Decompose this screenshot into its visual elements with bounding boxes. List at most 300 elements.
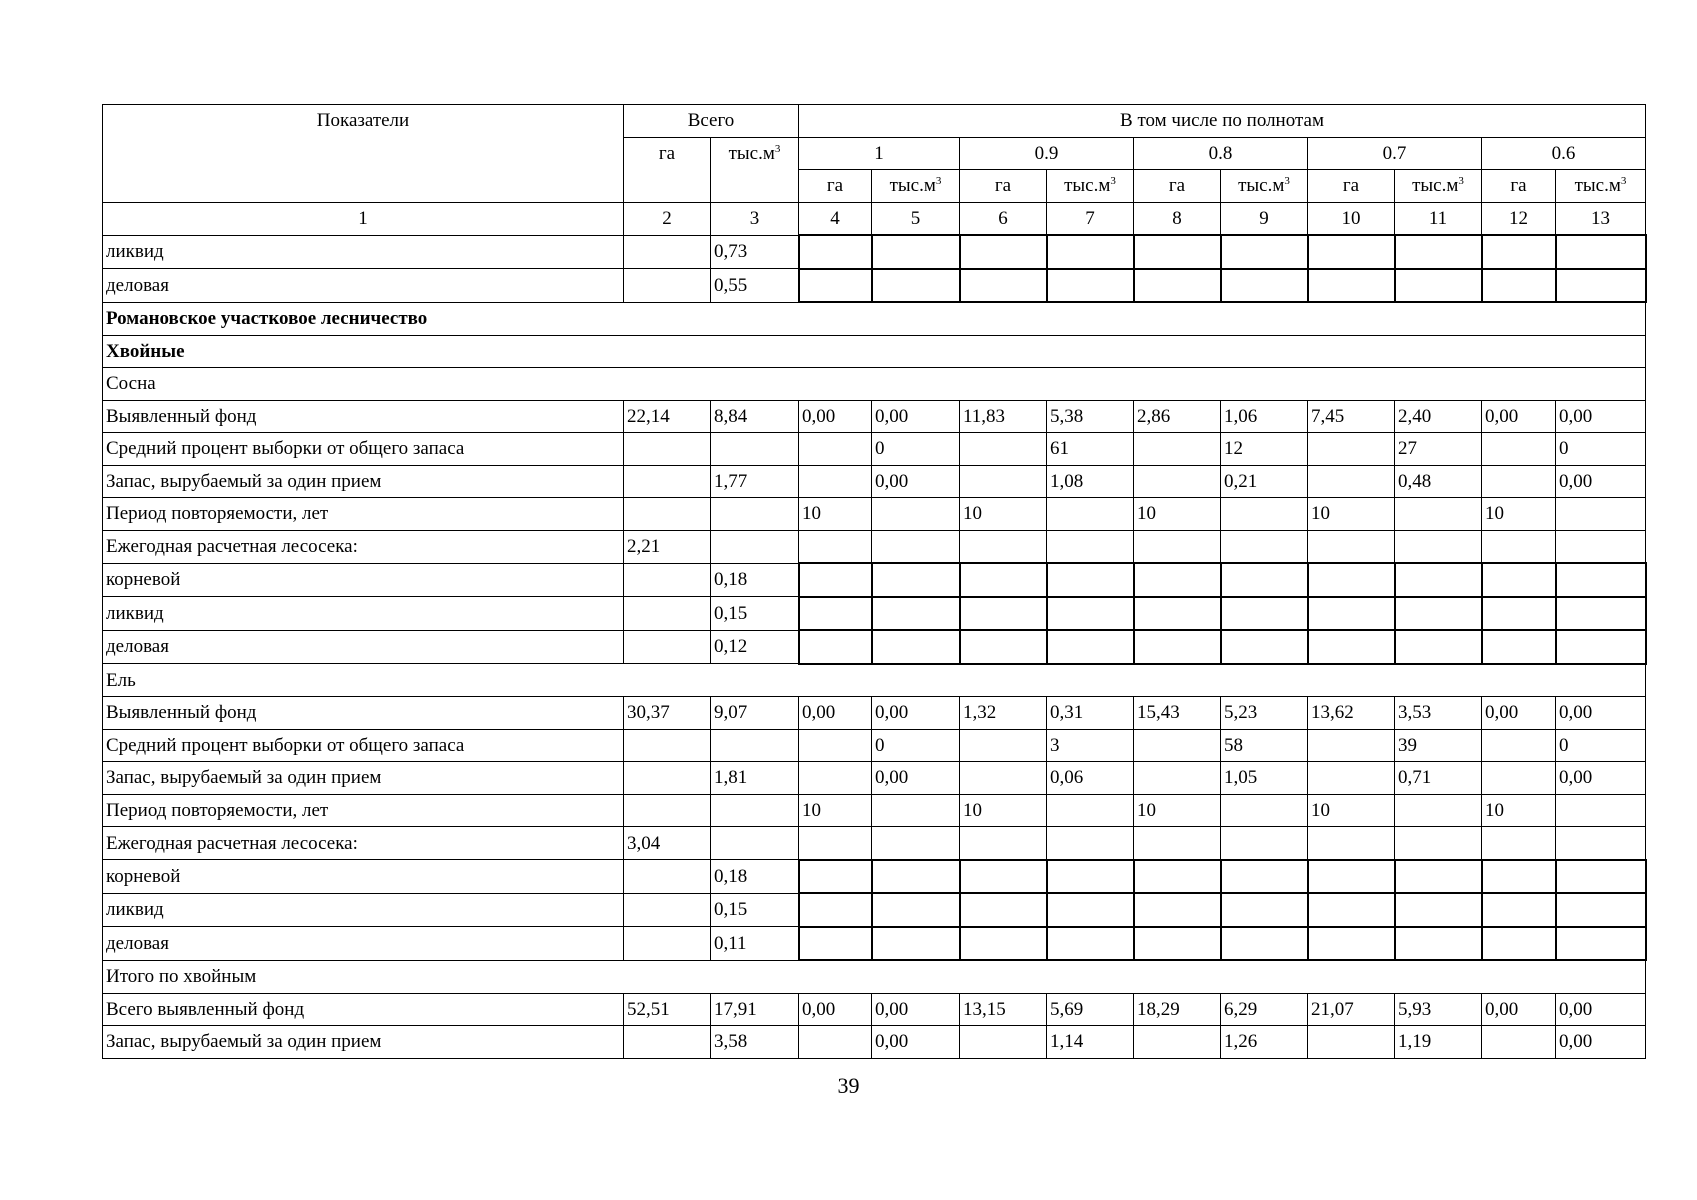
table-cell: 0,12	[711, 630, 799, 664]
table-row	[103, 827, 1646, 860]
header-density-0-6: 0.6	[1482, 137, 1646, 170]
table-cell: 2,86	[1134, 400, 1221, 433]
row-label: ликвид	[103, 597, 624, 631]
section-row	[103, 368, 1646, 401]
header-indicators: Показатели	[103, 105, 624, 203]
table-cell: 5,93	[1395, 993, 1482, 1026]
table-cell: 10	[799, 794, 872, 827]
table-cell: 0,00	[1556, 993, 1646, 1026]
table-cell	[624, 893, 711, 927]
table-cell	[1482, 927, 1556, 961]
table-cell: 3,58	[711, 1026, 799, 1059]
table-cell	[1047, 597, 1134, 631]
table-row	[103, 762, 1646, 795]
table-cell	[1395, 860, 1482, 894]
row-label: Запас, вырубаемый за один прием	[103, 465, 624, 498]
table-cell	[872, 597, 960, 631]
page-number: 39	[837, 1073, 860, 1098]
table-row	[103, 597, 1646, 631]
table-cell	[1556, 563, 1646, 597]
section-row	[103, 960, 1646, 993]
column-number: 2	[624, 202, 711, 235]
table-cell: 1,08	[1047, 465, 1134, 498]
table-cell: 10	[799, 498, 872, 531]
table-cell	[624, 927, 711, 961]
table-cell: 5,23	[1221, 697, 1308, 730]
table-cell: 5,38	[1047, 400, 1134, 433]
table-cell: 17,91	[711, 993, 799, 1026]
table-cell	[1221, 893, 1308, 927]
table-cell: 1,05	[1221, 762, 1308, 795]
table-cell	[1134, 927, 1221, 961]
table-cell: 61	[1047, 433, 1134, 466]
row-label: Средний процент выборки от общего запаса	[103, 433, 624, 466]
table-cell: 18,29	[1134, 993, 1221, 1026]
table-row	[103, 498, 1646, 531]
table-cell: 0	[872, 433, 960, 466]
table-cell	[1395, 893, 1482, 927]
table-cell	[1308, 927, 1395, 961]
table-cell	[1395, 794, 1482, 827]
table-cell	[1134, 762, 1221, 795]
table-cell	[1556, 498, 1646, 531]
row-label: Средний процент выборки от общего запаса	[103, 729, 624, 762]
table-cell	[1134, 893, 1221, 927]
table-cell	[872, 893, 960, 927]
table-cell: 10	[1308, 794, 1395, 827]
section-title: Хвойные	[103, 335, 1646, 368]
table-cell: 0,00	[1556, 762, 1646, 795]
table-cell	[711, 530, 799, 563]
table-cell	[1556, 827, 1646, 860]
table-cell	[1134, 563, 1221, 597]
table-cell	[1482, 630, 1556, 664]
table-cell	[799, 563, 872, 597]
table-cell	[960, 465, 1047, 498]
table-cell: 0,00	[1556, 400, 1646, 433]
table-cell: 10	[1308, 498, 1395, 531]
table-cell: 0,00	[872, 1026, 960, 1059]
table-cell	[799, 530, 872, 563]
table-cell	[960, 530, 1047, 563]
table-cell: 52,51	[624, 993, 711, 1026]
table-cell: 0,71	[1395, 762, 1482, 795]
table-row	[103, 235, 1646, 269]
table-cell: 3,53	[1395, 697, 1482, 730]
table-cell	[1482, 1026, 1556, 1059]
table-cell	[624, 433, 711, 466]
table-cell	[799, 465, 872, 498]
row-label: деловая	[103, 927, 624, 961]
column-number: 3	[711, 202, 799, 235]
table-cell	[711, 433, 799, 466]
table-cell	[1482, 530, 1556, 563]
table-cell: 12	[1221, 433, 1308, 466]
section-row	[103, 302, 1646, 335]
header-unit-m3: $тыс.м^3$	[872, 170, 960, 203]
table-cell: 58	[1221, 729, 1308, 762]
table-cell	[1221, 794, 1308, 827]
table-cell: 1,14	[1047, 1026, 1134, 1059]
header-row-1	[103, 105, 1646, 138]
table-cell	[1134, 1026, 1221, 1059]
table-cell: 5,69	[1047, 993, 1134, 1026]
table-cell	[1482, 235, 1556, 269]
column-number-row	[103, 202, 1646, 235]
header-total: Всего	[624, 105, 799, 138]
table-cell	[1134, 827, 1221, 860]
table-cell	[624, 235, 711, 269]
table-row	[103, 860, 1646, 894]
table-cell	[1047, 927, 1134, 961]
column-number: 1	[103, 202, 624, 235]
table-cell	[1134, 729, 1221, 762]
column-number: 5	[872, 202, 960, 235]
table-cell	[1047, 893, 1134, 927]
table-cell	[960, 563, 1047, 597]
row-label: Всего выявленный фонд	[103, 993, 624, 1026]
header-by-density: В том числе по полнотам	[799, 105, 1646, 138]
table-cell	[1047, 563, 1134, 597]
table-body	[103, 105, 1646, 1059]
table-row	[103, 530, 1646, 563]
table-cell: 0,18	[711, 860, 799, 894]
header-unit-m3: $тыс.м^3$	[1047, 170, 1134, 203]
table-cell	[1556, 927, 1646, 961]
header-density-0-8: 0.8	[1134, 137, 1308, 170]
table-cell: 10	[960, 794, 1047, 827]
table-cell: 0,00	[872, 993, 960, 1026]
table-cell	[1308, 860, 1395, 894]
table-cell	[1556, 860, 1646, 894]
table-row	[103, 630, 1646, 664]
table-cell	[872, 827, 960, 860]
table-cell	[960, 597, 1047, 631]
table-cell	[960, 630, 1047, 664]
table-cell: 10	[1134, 498, 1221, 531]
table-cell: 0,48	[1395, 465, 1482, 498]
table-cell	[960, 860, 1047, 894]
row-label: Ежегодная расчетная лесосека:	[103, 530, 624, 563]
table-cell	[1308, 465, 1395, 498]
table-cell	[1308, 235, 1395, 269]
table-cell: 0,18	[711, 563, 799, 597]
table-cell	[711, 498, 799, 531]
table-cell	[872, 860, 960, 894]
table-cell: 11,83	[960, 400, 1047, 433]
table-cell	[1221, 235, 1308, 269]
table-cell	[1221, 927, 1308, 961]
header-density-1: 1	[799, 137, 960, 170]
table-cell: 0,21	[1221, 465, 1308, 498]
table-cell	[872, 563, 960, 597]
table-cell	[1221, 563, 1308, 597]
section-title: Сосна	[103, 368, 1646, 401]
table-cell	[799, 433, 872, 466]
row-label: деловая	[103, 630, 624, 664]
table-row	[103, 993, 1646, 1026]
header-density-0-9: 0.9	[960, 137, 1134, 170]
row-label: Период повторяемости, лет	[103, 794, 624, 827]
table-cell: 39	[1395, 729, 1482, 762]
row-label: Период повторяемости, лет	[103, 498, 624, 531]
table-cell	[1308, 597, 1395, 631]
table-cell	[1221, 827, 1308, 860]
table-cell	[1395, 530, 1482, 563]
table-row	[103, 893, 1646, 927]
table-cell	[872, 498, 960, 531]
table-cell	[1221, 269, 1308, 303]
table-cell: 0,00	[872, 400, 960, 433]
table-cell	[1221, 630, 1308, 664]
table-cell: 0,00	[1556, 697, 1646, 730]
table-cell	[711, 827, 799, 860]
table-cell	[1482, 269, 1556, 303]
table-cell	[1047, 235, 1134, 269]
table-cell: 1,32	[960, 697, 1047, 730]
table-cell	[624, 729, 711, 762]
table-cell	[1556, 597, 1646, 631]
row-label: корневой	[103, 563, 624, 597]
table-cell	[799, 1026, 872, 1059]
table-cell	[1308, 729, 1395, 762]
table-cell	[960, 927, 1047, 961]
table-cell	[1556, 893, 1646, 927]
table-cell: 27	[1395, 433, 1482, 466]
table-cell	[1482, 433, 1556, 466]
table-cell	[1395, 563, 1482, 597]
header-total-m3: $тыс.м^3$	[711, 137, 799, 202]
table-cell: 1,19	[1395, 1026, 1482, 1059]
table-cell	[1556, 794, 1646, 827]
column-number: 7	[1047, 202, 1134, 235]
table-cell: 0,00	[1482, 697, 1556, 730]
table-cell	[711, 729, 799, 762]
table-cell	[1134, 235, 1221, 269]
table-cell	[1482, 762, 1556, 795]
table-cell	[1134, 630, 1221, 664]
table-cell	[1308, 762, 1395, 795]
table-cell	[1308, 827, 1395, 860]
table-cell	[1134, 269, 1221, 303]
table-row	[103, 794, 1646, 827]
header-unit-ha: га	[960, 170, 1047, 203]
row-label: Запас, вырубаемый за один прием	[103, 1026, 624, 1059]
table-cell	[1047, 794, 1134, 827]
table-row	[103, 697, 1646, 730]
table-cell	[1395, 927, 1482, 961]
table-cell: 7,45	[1308, 400, 1395, 433]
table-cell: 0,73	[711, 235, 799, 269]
table-cell	[872, 235, 960, 269]
table-cell: 0,00	[799, 697, 872, 730]
table-cell: 0,00	[1556, 465, 1646, 498]
table-row	[103, 729, 1646, 762]
header-unit-m3: $тыс.м^3$	[1556, 170, 1646, 203]
table-row	[103, 465, 1646, 498]
table-cell: 10	[960, 498, 1047, 531]
table-row	[103, 563, 1646, 597]
table-cell	[1482, 729, 1556, 762]
table-cell	[799, 729, 872, 762]
table-cell: 0	[1556, 433, 1646, 466]
table-cell: 2,40	[1395, 400, 1482, 433]
table-cell	[1047, 530, 1134, 563]
header-unit-ha: га	[799, 170, 872, 203]
table-cell: 2,21	[624, 530, 711, 563]
column-number: 12	[1482, 202, 1556, 235]
table-cell: 0,00	[872, 465, 960, 498]
row-label: корневой	[103, 860, 624, 894]
table-cell	[872, 269, 960, 303]
table-cell	[1221, 597, 1308, 631]
column-number: 10	[1308, 202, 1395, 235]
table-cell	[1395, 827, 1482, 860]
section-row	[103, 664, 1646, 697]
table-cell: 15,43	[1134, 697, 1221, 730]
table-cell	[1395, 235, 1482, 269]
table-cell: 1,06	[1221, 400, 1308, 433]
header-unit-ha: га	[1308, 170, 1395, 203]
row-label: ликвид	[103, 893, 624, 927]
table-cell	[960, 827, 1047, 860]
table-cell: 10	[1134, 794, 1221, 827]
column-number: 13	[1556, 202, 1646, 235]
table-cell	[799, 235, 872, 269]
table-cell	[624, 269, 711, 303]
table-cell: 0,00	[1482, 400, 1556, 433]
table-cell: 3,04	[624, 827, 711, 860]
table-cell: 1,26	[1221, 1026, 1308, 1059]
table-cell: 13,62	[1308, 697, 1395, 730]
table-cell: 0,15	[711, 597, 799, 631]
table-cell	[1047, 860, 1134, 894]
table-cell	[1047, 827, 1134, 860]
table-cell: 21,07	[1308, 993, 1395, 1026]
row-label: Запас, вырубаемый за один прием	[103, 762, 624, 795]
table-cell	[1556, 235, 1646, 269]
section-title: Итого по хвойным	[103, 960, 1646, 993]
table-cell	[1221, 530, 1308, 563]
table-cell: 1,77	[711, 465, 799, 498]
table-cell	[1482, 597, 1556, 631]
table-cell: 10	[1482, 794, 1556, 827]
table-cell	[1482, 563, 1556, 597]
row-label: Выявленный фонд	[103, 400, 624, 433]
table-cell	[1221, 860, 1308, 894]
table-cell: 8,84	[711, 400, 799, 433]
section-title: Ель	[103, 664, 1646, 697]
table-cell	[1308, 893, 1395, 927]
table-cell	[960, 729, 1047, 762]
table-row	[103, 269, 1646, 303]
table-cell: 10	[1482, 498, 1556, 531]
table-cell: 3	[1047, 729, 1134, 762]
table-cell	[1395, 269, 1482, 303]
table-cell	[960, 269, 1047, 303]
forest-fund-table	[102, 104, 1647, 1059]
row-label: Выявленный фонд	[103, 697, 624, 730]
table-cell	[799, 762, 872, 795]
table-cell	[1308, 630, 1395, 664]
table-cell	[1134, 597, 1221, 631]
column-number: 4	[799, 202, 872, 235]
table-cell: 0,00	[799, 993, 872, 1026]
table-cell	[960, 893, 1047, 927]
table-cell	[1134, 465, 1221, 498]
table-cell: 0,15	[711, 893, 799, 927]
section-row	[103, 335, 1646, 368]
table-cell: 0,00	[1482, 993, 1556, 1026]
table-cell: 0,00	[1556, 1026, 1646, 1059]
table-cell	[1395, 597, 1482, 631]
column-number: 6	[960, 202, 1047, 235]
table-cell	[1482, 893, 1556, 927]
header-unit-ha: га	[1482, 170, 1556, 203]
table-cell	[1308, 269, 1395, 303]
table-cell: 1,81	[711, 762, 799, 795]
table-cell	[624, 563, 711, 597]
column-number: 9	[1221, 202, 1308, 235]
table-cell	[1047, 630, 1134, 664]
table-cell	[624, 1026, 711, 1059]
table-cell	[1221, 498, 1308, 531]
table-row	[103, 400, 1646, 433]
row-label: деловая	[103, 269, 624, 303]
column-number: 11	[1395, 202, 1482, 235]
table-cell: 13,15	[960, 993, 1047, 1026]
table-cell	[1556, 530, 1646, 563]
table-cell	[799, 860, 872, 894]
table-cell: 0,31	[1047, 697, 1134, 730]
table-cell	[960, 235, 1047, 269]
table-cell	[624, 465, 711, 498]
row-label: ликвид	[103, 235, 624, 269]
table-cell	[1308, 433, 1395, 466]
table-cell: 9,07	[711, 697, 799, 730]
table-cell	[1134, 860, 1221, 894]
table-cell	[1308, 563, 1395, 597]
section-title: Романовское участковое лесничество	[103, 302, 1646, 335]
table-cell	[872, 794, 960, 827]
table-cell: 0	[1556, 729, 1646, 762]
table-cell	[624, 762, 711, 795]
table-row	[103, 927, 1646, 961]
table-cell	[1047, 269, 1134, 303]
table-cell	[799, 827, 872, 860]
table-cell: 0,00	[872, 697, 960, 730]
table-cell	[872, 927, 960, 961]
table-cell	[1308, 530, 1395, 563]
table-cell: 0,11	[711, 927, 799, 961]
table-cell: 6,29	[1221, 993, 1308, 1026]
table-cell: 0,06	[1047, 762, 1134, 795]
table-cell	[1395, 630, 1482, 664]
row-label: Ежегодная расчетная лесосека:	[103, 827, 624, 860]
table-row	[103, 433, 1646, 466]
table-cell	[872, 630, 960, 664]
table-cell	[1482, 827, 1556, 860]
table-cell	[624, 794, 711, 827]
column-number: 8	[1134, 202, 1221, 235]
table-row	[103, 1026, 1646, 1059]
table-cell	[872, 530, 960, 563]
table-cell	[1134, 433, 1221, 466]
table-cell	[1556, 630, 1646, 664]
table-cell	[624, 597, 711, 631]
table-cell	[624, 630, 711, 664]
header-unit-ha: га	[1134, 170, 1221, 203]
